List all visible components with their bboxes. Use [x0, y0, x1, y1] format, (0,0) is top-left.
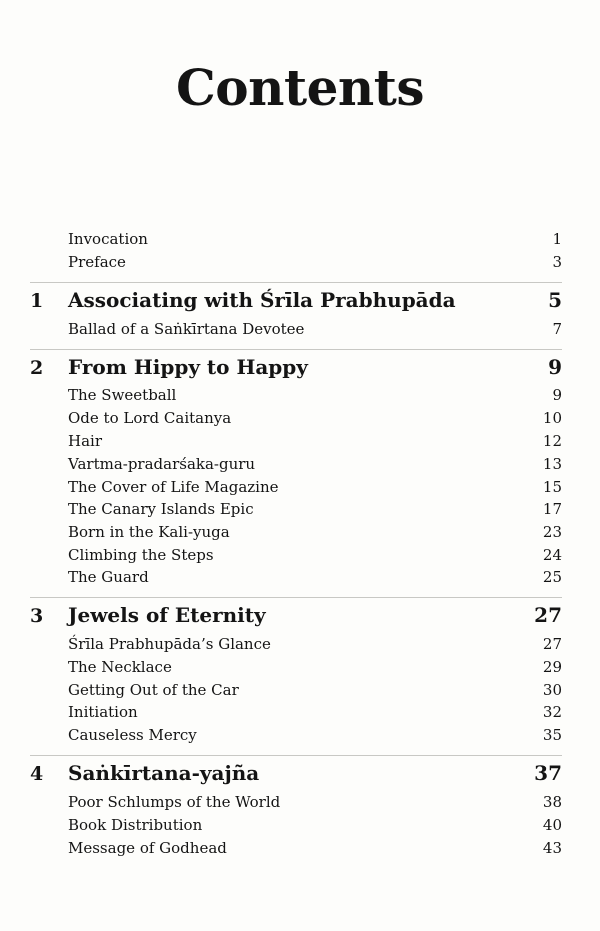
- entry-title: Born in the Kali-yuga: [68, 523, 230, 541]
- entry-title: The Cover of Life Magazine: [68, 478, 279, 496]
- toc-entry[interactable]: [68, 658, 562, 678]
- entry-page: 35: [542, 726, 562, 744]
- entry-title: Message of Godhead: [68, 839, 227, 857]
- entry-page: 12: [542, 432, 562, 450]
- entry-page: 17: [542, 500, 562, 518]
- toc-entry[interactable]: [68, 726, 562, 746]
- entry-page: 1: [552, 230, 562, 248]
- chapter-page: 27: [534, 603, 562, 627]
- entry-title: Causeless Mercy: [68, 726, 197, 744]
- chapter-heading[interactable]: [30, 355, 562, 381]
- entry-page: 24: [542, 546, 562, 564]
- chapter-page: 37: [534, 761, 562, 785]
- entry-title: Preface: [68, 253, 126, 271]
- entry-title: Ballad of a Saṅkīrtana Devotee: [68, 320, 305, 338]
- divider: [30, 349, 562, 350]
- divider: [30, 755, 562, 756]
- chapter-title: Associating with Śrīla Prabhupāda: [68, 288, 456, 312]
- chapter-title: Jewels of Eternity: [68, 603, 266, 627]
- toc-entry[interactable]: [68, 253, 562, 273]
- chapter-title: From Hippy to Happy: [68, 355, 308, 379]
- entry-title: Vartma-pradarśaka-guru: [68, 455, 256, 473]
- toc-entry[interactable]: [68, 523, 562, 543]
- toc-entry[interactable]: [68, 635, 562, 655]
- toc-entry[interactable]: [68, 500, 562, 520]
- entry-page: 9: [552, 386, 562, 404]
- entry-page: 43: [542, 839, 562, 857]
- entry-title: The Sweetball: [68, 386, 177, 404]
- entry-page: 10: [542, 409, 562, 427]
- entry-page: 38: [542, 793, 562, 811]
- toc-entry[interactable]: [68, 432, 562, 452]
- chapter-number: 4: [30, 763, 44, 785]
- toc-entry[interactable]: [68, 409, 562, 429]
- chapter-page: 9: [548, 355, 562, 379]
- toc-entry[interactable]: [68, 839, 562, 859]
- page-title: Contents: [175, 58, 424, 117]
- entry-page: 7: [552, 320, 562, 338]
- entry-title: Poor Schlumps of the World: [68, 793, 281, 811]
- entry-page: 23: [542, 523, 562, 541]
- divider: [30, 282, 562, 283]
- toc-entry[interactable]: [68, 568, 562, 588]
- entry-title: The Necklace: [68, 658, 172, 676]
- chapter-title: Saṅkīrtana-yajña: [68, 761, 260, 785]
- entry-title: Hair: [68, 432, 102, 450]
- entry-page: 40: [542, 816, 562, 834]
- toc-entry[interactable]: [68, 386, 562, 406]
- entry-page: 13: [542, 455, 562, 473]
- chapter-page: 5: [548, 288, 562, 312]
- chapter-heading[interactable]: [30, 603, 562, 629]
- entry-title: Book Distribution: [68, 816, 203, 834]
- entry-page: 32: [542, 703, 562, 721]
- entry-title: Ode to Lord Caitanya: [68, 409, 232, 427]
- toc-entry[interactable]: [68, 816, 562, 836]
- chapter-heading[interactable]: [30, 288, 562, 314]
- toc-entry[interactable]: [68, 546, 562, 566]
- chapter-heading[interactable]: [30, 761, 562, 787]
- toc-entry[interactable]: [68, 793, 562, 813]
- entry-title: Climbing the Steps: [68, 546, 214, 564]
- chapter-number: 3: [30, 605, 44, 627]
- entry-page: 15: [542, 478, 562, 496]
- toc-entry[interactable]: [68, 681, 562, 701]
- toc-entry[interactable]: [68, 703, 562, 723]
- entry-title: The Canary Islands Epic: [68, 500, 254, 518]
- chapter-number: 2: [30, 357, 44, 379]
- entry-page: 29: [542, 658, 562, 676]
- toc-entry[interactable]: [68, 455, 562, 475]
- entry-title: Getting Out of the Car: [68, 681, 239, 699]
- toc-entry[interactable]: [68, 230, 562, 250]
- toc-entry[interactable]: [68, 320, 562, 340]
- entry-title: Śrīla Prabhupāda’s Glance: [68, 635, 271, 653]
- entry-page: 30: [542, 681, 562, 699]
- entry-title: Invocation: [68, 230, 148, 248]
- entry-page: 27: [542, 635, 562, 653]
- entry-page: 3: [552, 253, 562, 271]
- chapter-number: 1: [30, 290, 44, 312]
- entry-title: The Guard: [68, 568, 149, 586]
- entry-title: Initiation: [68, 703, 138, 721]
- divider: [30, 597, 562, 598]
- toc-entry[interactable]: [68, 478, 562, 498]
- entry-page: 25: [542, 568, 562, 586]
